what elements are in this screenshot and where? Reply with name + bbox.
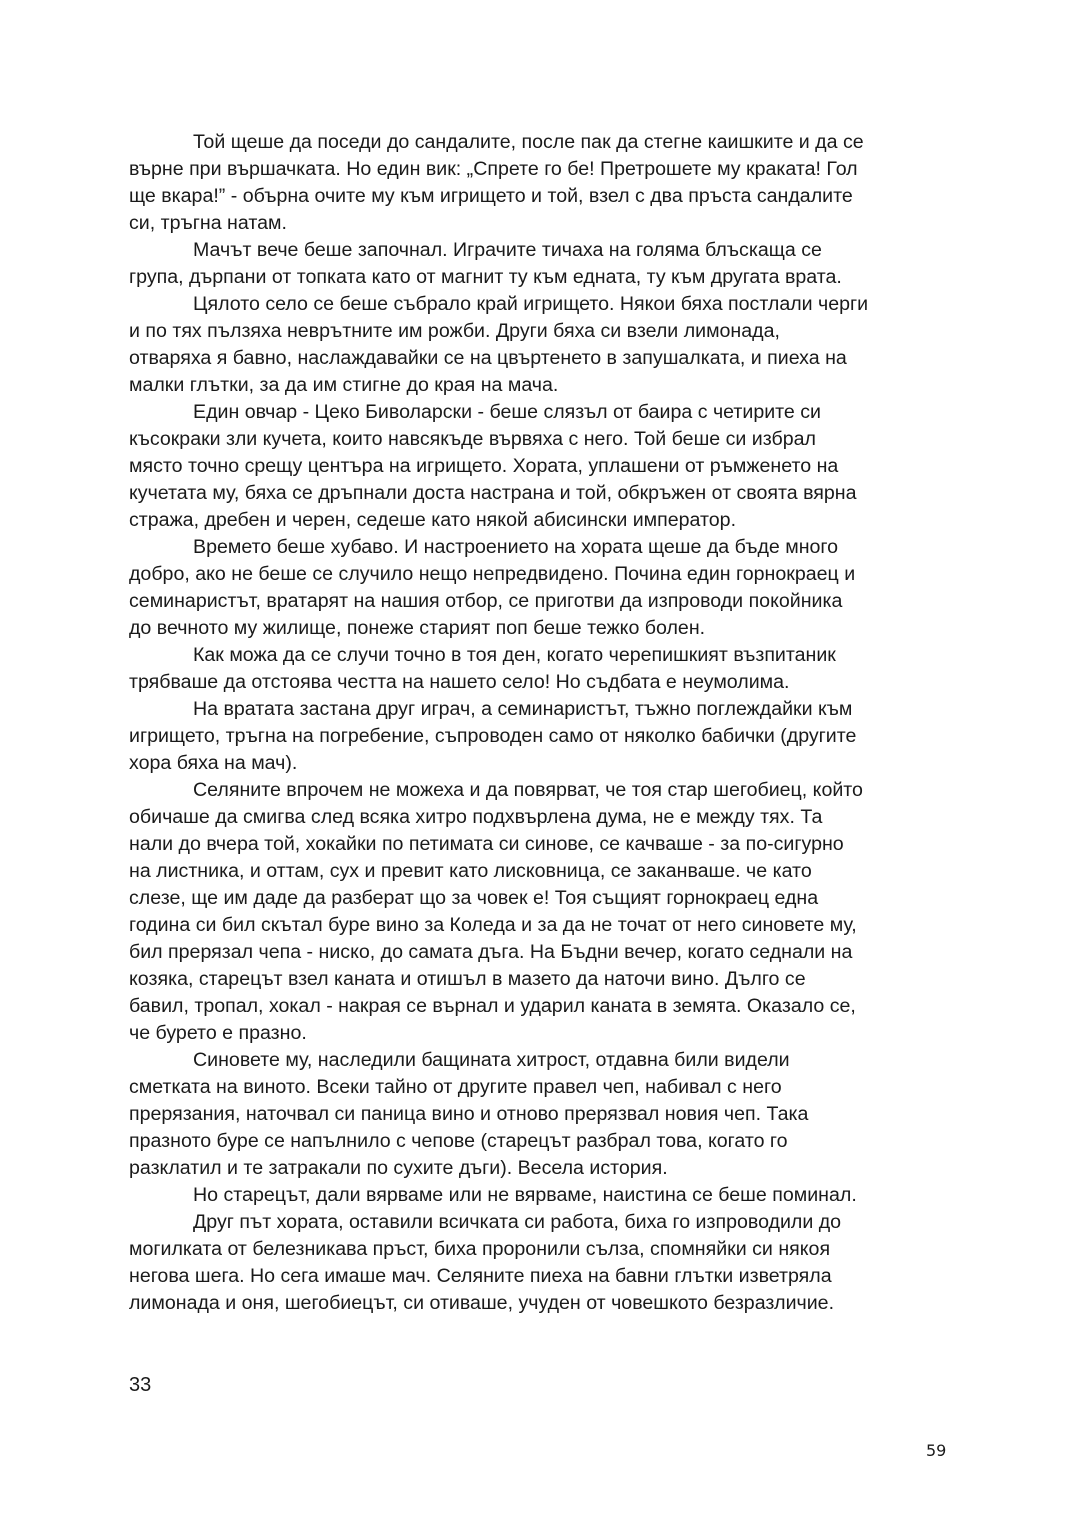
paragraph [129, 642, 949, 696]
text-line: Селяните впрочем не можеха и да повярват, че тоя стар шегобиец, който [193, 779, 863, 801]
text-line: Но старецът, дали вярваме или не вярваме, наистина се беше поминал. [193, 1184, 857, 1206]
text-line: стража, дребен и черен, седеше като някой абисински император. [129, 509, 737, 531]
text-line: негова шега. Но сега имаше мач. Селяните пиеха на бавни глътки изветряла [129, 1265, 832, 1287]
text-line: добро, ако не беше се случило нещо непредвидено. Почина един горнокраец и [129, 563, 856, 585]
text-line: нали до вчера той, хокайки по петимата си синове, се качваше - за по-сигурно [129, 833, 844, 855]
text-line: семинаристът, вратарят на нашия отбор, се приготви да изпроводи покойника [129, 590, 843, 612]
text-line: място точно срещу центъра на игрището. Хората, уплашени от ръмженето на [129, 455, 839, 477]
text-line: игрището, тръгна на погребение, съпроводен само от няколко бабички (другите [129, 725, 857, 747]
paragraph [129, 696, 949, 777]
text-line: козяка, старецът взел каната и отишъл в мазето да наточи вино. Дълго се [129, 968, 806, 990]
folio-page-number: 59 [926, 1441, 947, 1460]
text-line: на листника, и оттам, сух и превит като лисковница, се заканваше. че като [129, 860, 812, 882]
text-line: кучетата му, бяха се дръпнали доста настрана и той, обкръжен от своята вярна [129, 482, 857, 504]
text-line: Той щеше да поседи до сандалите, после пак да стегне каишките и да се [193, 131, 864, 153]
text-line: празното буре се напълнило с чепове (старецът разбрал това, когато го [129, 1130, 788, 1152]
text-line: малки глътки, за да им стигне до края на мача. [129, 374, 559, 396]
text-line: късокраки зли кучета, които навсякъде вървяха с него. Той беше си избрал [129, 428, 816, 450]
text-line: група, дърпани от топката като от магнит ту към едната, ту към другата врата. [129, 266, 842, 288]
text-line: Мачът вече беше започнал. Играчите тичаха на голяма блъскаща се [193, 239, 822, 261]
text-line: бил прерязал чепа - ниско, до самата дъга. На Бъдни вечер, когато седнали на [129, 941, 853, 963]
text-line: до вечното му жилище, понеже старият поп беше тежко болен. [129, 617, 706, 639]
text-line: обичаше да смигва след всяка хитро подхвърлена дума, не е между тях. Та [129, 806, 823, 828]
paragraph [129, 777, 949, 1047]
text-line: че бурето е празно. [129, 1022, 307, 1044]
text-line: лимонада и оня, шегобиецът, си отиваше, учуден от човешкото безразличие. [129, 1292, 835, 1314]
text-line: сметката на виното. Всеки тайно от другите правел чеп, набивал с него [129, 1076, 782, 1098]
paragraph [129, 1047, 949, 1182]
text-line: ще вкара!” - обърна очите му към игрището и той, взел с два пръста сандалите [129, 185, 853, 207]
text-line: върне при вършачката. Но един вик: „Спрете го бе! Претрошете му краката! Гол [129, 158, 858, 180]
text-line: година си бил скътал буре вино за Коледа и за да не точат от него синовете му, [129, 914, 857, 936]
text-line: Друг път хората, оставили всичката си работа, биха го изпроводили до [193, 1211, 842, 1233]
paragraph [129, 1209, 949, 1317]
paragraph [129, 1182, 949, 1209]
text-line: Синовете му, наследили бащината хитрост, отдавна били видели [193, 1049, 790, 1071]
text-line: си, тръгна натам. [129, 212, 287, 234]
text-line: хора бяха на мач). [129, 752, 298, 774]
original-page-number: 33 [129, 1374, 152, 1396]
text-line: разклатил и те затракали по сухите дъги). Весела история. [129, 1157, 668, 1179]
text-line: бавил, тропал, хокал - накрая се върнал и ударил каната в земята. Оказало се, [129, 995, 856, 1017]
text-line: На вратата застана друг играч, а семинаристът, тъжно поглеждайки към [193, 698, 853, 720]
text-line: прерязания, наточвал си паница вино и отново прерязвал новия чеп. Така [129, 1103, 809, 1125]
text-line: и по тях пълзяха неврътните им рожби. Други бяха си взели лимонада, [129, 320, 780, 342]
paragraph [129, 291, 949, 399]
text-line: трябваше да отстоява честта на нашето село! Но съдбата е неумолима. [129, 671, 790, 693]
text-line: слезе, ще им даде да разберат що за човек е! Тоя същият горнокраец една [129, 887, 819, 909]
body-text [129, 129, 949, 1317]
text-line: Времето беше хубаво. И настроението на хората щеше да бъде много [193, 536, 839, 558]
text-line: отваряха я бавно, наслаждавайки се на цвъртенето в запушалката, и пиеха на [129, 347, 847, 369]
text-line: Как можа да се случи точно в тоя ден, когато черепишкият възпитаник [193, 644, 836, 666]
paragraph [129, 399, 949, 534]
paragraph [129, 129, 949, 237]
paragraph [129, 237, 949, 291]
paragraph [129, 534, 949, 642]
text-line: Цялото село се беше събрало край игрището. Някои бяха постлали черги [193, 293, 869, 315]
text-line: могилката от белезникава пръст, биха проронили сълза, спомняйки си някоя [129, 1238, 831, 1260]
text-line: Един овчар - Цеко Биволарски - беше слязъл от баира с четирите си [193, 401, 821, 423]
